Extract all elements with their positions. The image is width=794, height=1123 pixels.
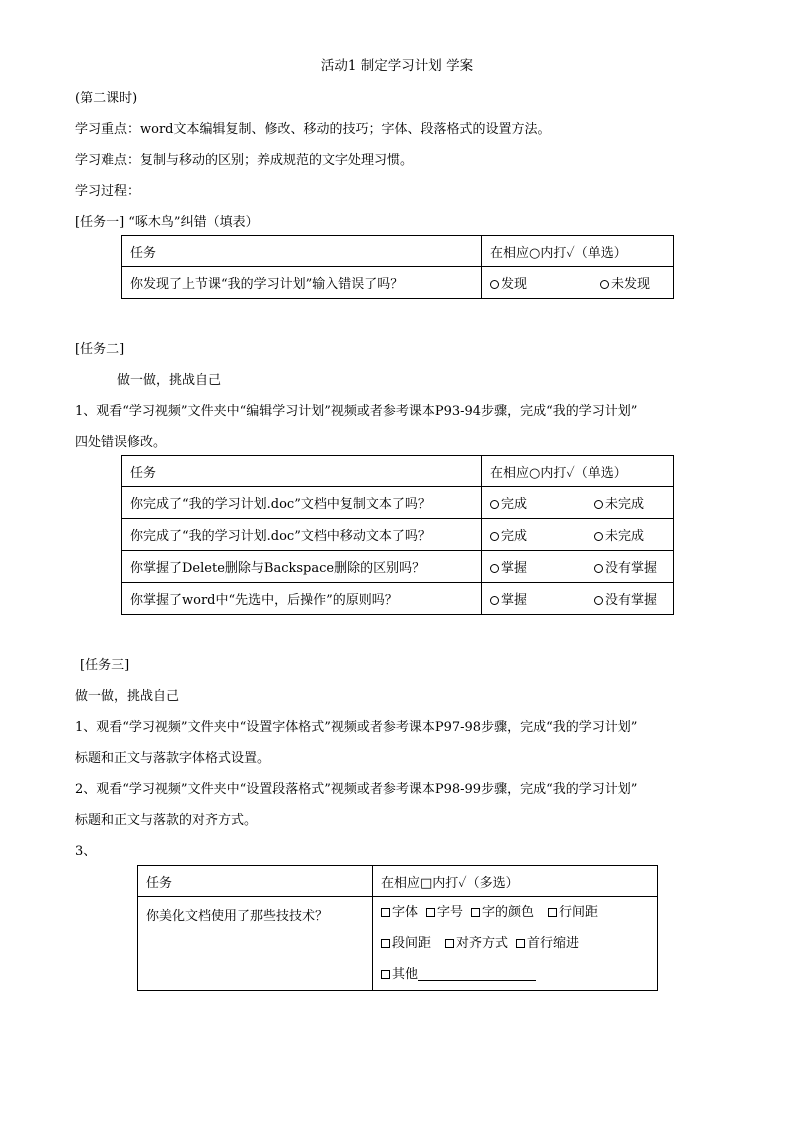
radio-option[interactable]: 没有掌握: [594, 589, 657, 608]
task2-options: [482, 487, 674, 519]
task2-item1-line2: 四处错误修改。: [75, 435, 167, 450]
task1-heading: [任务一] “啄木鸟”纠错（填表）: [75, 215, 259, 230]
checkbox-icon: [381, 970, 390, 979]
task3-col-task: 任务: [138, 866, 373, 897]
checkbox-icon: [548, 908, 557, 917]
radio-circle-icon: [490, 564, 499, 573]
task1-col-task: 任务: [122, 236, 482, 267]
checkbox-icon: [381, 908, 390, 917]
task1-options: [482, 267, 674, 299]
page-title: 活动1 制定学习计划 学案: [320, 58, 474, 74]
task2-col-task: 任务: [122, 456, 482, 487]
radio-option[interactable]: 掌握: [490, 557, 594, 576]
task2-options: [482, 519, 674, 551]
table-row: [122, 487, 674, 519]
learning-focus: 学习重点：word文本编辑复制、修改、移动的技巧；字体、段落格式的设置方法。: [75, 122, 551, 137]
radio-circle-icon: [490, 280, 499, 289]
task1-col-mark: 在相应○内打✓（单选）: [482, 236, 674, 267]
task2-col-mark: 在相应○内打✓（单选）: [482, 456, 674, 487]
task2-subheading: 做一做，挑战自己: [117, 373, 222, 388]
task3-subheading: 做一做，挑战自己: [75, 689, 180, 704]
radio-option[interactable]: 未发现: [600, 273, 650, 292]
task2-question: 你完成了“我的学习计划.doc”文档中移动文本了吗？: [122, 519, 482, 551]
radio-circle-icon: [490, 532, 499, 541]
task3-question: 你美化文档使用了那些技技术？: [138, 897, 373, 991]
checkbox-option[interactable]: 对齐方式: [445, 928, 508, 959]
task3-item1-line1: 1、观看“学习视频”文件夹中“设置字体格式”视频或者参考课本P97-98步骤，完成“我的学习计划”: [75, 720, 638, 735]
checkbox-option[interactable]: 段间距: [381, 928, 431, 959]
task3-item3: 3、: [75, 844, 97, 859]
radio-circle-icon: [594, 500, 603, 509]
table-row: [122, 551, 674, 583]
radio-option[interactable]: 未完成: [594, 525, 644, 544]
radio-option[interactable]: 没有掌握: [594, 557, 657, 576]
learning-difficulty: 学习难点：复制与移动的区别；养成规范的文字处理习惯。: [75, 153, 414, 168]
task3-heading: [任务三]: [80, 658, 130, 673]
learning-process: 学习过程：: [75, 184, 141, 199]
task1-table: [121, 235, 674, 299]
radio-circle-icon: [600, 280, 609, 289]
checkbox-option[interactable]: 字的颜色: [471, 897, 534, 928]
task3-table: [137, 865, 658, 991]
table-row: [122, 267, 674, 299]
checkbox-icon: [471, 908, 480, 917]
task3-item2-line1: 2、观看“学习视频”文件夹中“设置段落格式”视频或者参考课本P98-99步骤，完成“我的学习计划”: [75, 782, 638, 797]
radio-option[interactable]: 完成: [490, 525, 594, 544]
table-row: [122, 583, 674, 615]
task2-table: [121, 455, 674, 615]
radio-option[interactable]: 掌握: [490, 589, 594, 608]
radio-circle-icon: [594, 532, 603, 541]
radio-circle-icon: [594, 596, 603, 605]
task3-item1-line2: 标题和正文与落款字体格式设置。: [75, 751, 271, 766]
radio-circle-icon: [490, 500, 499, 509]
table-row: [138, 897, 658, 991]
checkbox-option[interactable]: 行间距: [548, 897, 598, 928]
checkbox-icon: [381, 939, 390, 948]
checkbox-icon: [516, 939, 525, 948]
task2-question: 你完成了“我的学习计划.doc”文档中复制文本了吗？: [122, 487, 482, 519]
checkbox-option[interactable]: 其他: [381, 959, 418, 990]
radio-option[interactable]: 未完成: [594, 493, 644, 512]
task2-options: [482, 551, 674, 583]
task3-options: [373, 897, 658, 991]
task2-heading: [任务二]: [75, 342, 125, 357]
radio-option[interactable]: 完成: [490, 493, 594, 512]
task3-col-mark: 在相应□内打✓（多选）: [373, 866, 658, 897]
other-fill-blank[interactable]: [418, 967, 536, 981]
radio-circle-icon: [594, 564, 603, 573]
radio-option[interactable]: 发现: [490, 273, 600, 292]
checkbox-icon: [445, 939, 454, 948]
task2-question: 你掌握了Delete删除与Backspace删除的区别吗？: [122, 551, 482, 583]
task1-question: 你发现了上节课“我的学习计划”输入错误了吗？: [122, 267, 482, 299]
task2-item1-line1: 1、观看“学习视频”文件夹中“编辑学习计划”视频或者参考课本P93-94步骤，完成“我的学习计划”: [75, 404, 638, 419]
checkbox-option[interactable]: 字体: [381, 897, 418, 928]
lesson-label: (第二课时): [75, 91, 138, 106]
radio-circle-icon: [490, 596, 499, 605]
task3-item2-line2: 标题和正文与落款的对齐方式。: [75, 813, 258, 828]
checkbox-option[interactable]: 字号: [426, 897, 463, 928]
task2-question: 你掌握了word中“先选中，后操作”的原则吗？: [122, 583, 482, 615]
task2-options: [482, 583, 674, 615]
checkbox-icon: [426, 908, 435, 917]
checkbox-option[interactable]: 首行缩进: [516, 928, 579, 959]
table-row: [122, 519, 674, 551]
